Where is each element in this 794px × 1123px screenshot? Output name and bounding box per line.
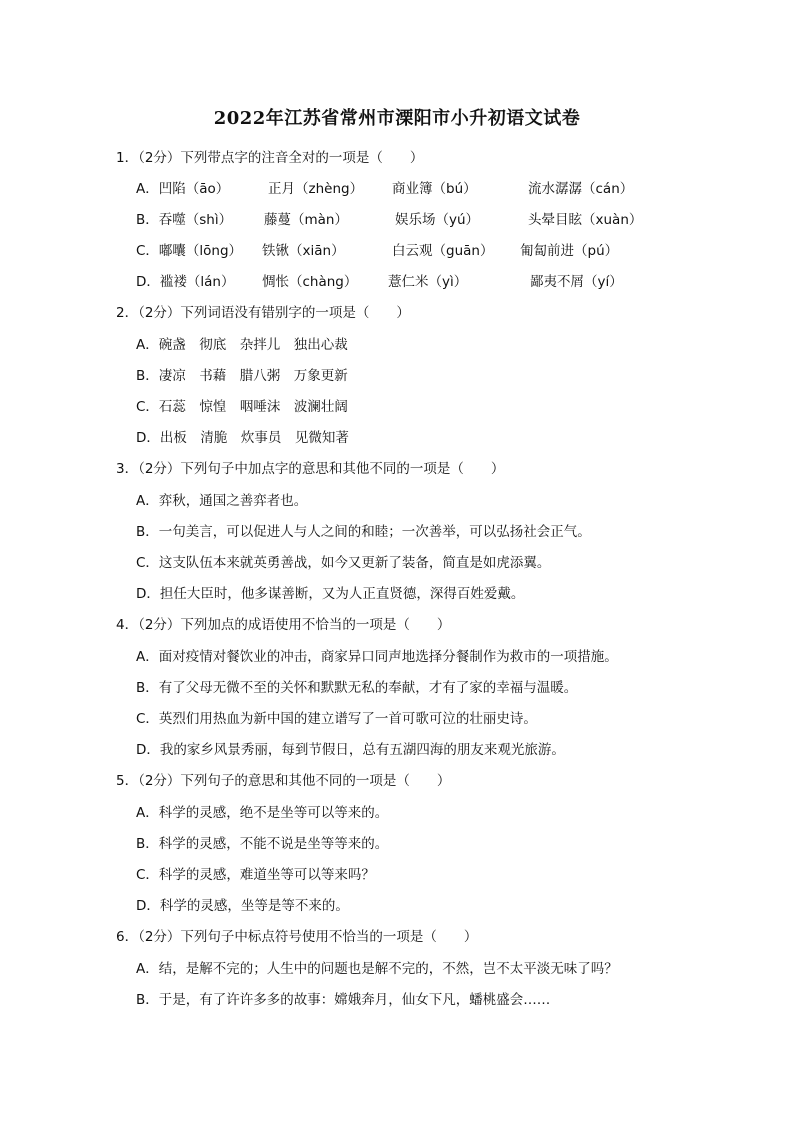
q1-option-a-col2: 正月（zhèng）: [268, 181, 364, 197]
q2-option-c: C．石蕊 惊惶 咽唾沫 波澜壮阔: [136, 399, 348, 415]
question-5-stem: 5．（2分）下列句子的意思和其他不同的一项是（ ）: [116, 773, 451, 789]
q1-option-c-col4: 匍匐前进（pú）: [520, 243, 619, 259]
q1-option-c-col1: C．嘟囔（lōng）: [136, 243, 243, 259]
question-3-stem: 3．（2分）下列句子中加点字的意思和其他不同的一项是（ ）: [116, 461, 505, 477]
q5-option-c: C．科学的灵感，难道坐等可以等来吗？: [136, 867, 375, 883]
q1-option-d-col4: 鄙夷不屑（yí）: [530, 274, 623, 290]
q3-option-d: D．担任大臣时，他多谋善断，又为人正直贤德，深得百姓爱戴。: [136, 586, 525, 602]
question-4-stem: 4．（2分）下列加点的成语使用不恰当的一项是（ ）: [116, 617, 451, 633]
question-2-stem: 2．（2分）下列词语没有错别字的一项是（ ）: [116, 305, 410, 321]
q5-option-a: A．科学的灵感，绝不是坐等可以等来的。: [136, 805, 389, 821]
q1-option-d-col3: 薏仁米（yì）: [388, 274, 468, 290]
q2-option-a: A．碗盏 彻底 杂拌儿 独出心裁: [136, 337, 348, 353]
q3-option-c: C．这支队伍本来就英勇善战，如今又更新了装备，简直是如虎添翼。: [136, 555, 551, 571]
q2-option-b: B．凄凉 书藉 腊八粥 万象更新: [136, 368, 348, 384]
q1-option-a-col3: 商业簿（bú）: [392, 181, 477, 197]
q4-option-a: A．面对疫情对餐饮业的冲击，商家异口同声地选择分餐制作为救市的一项措施。: [136, 649, 618, 665]
question-6-stem: 6．（2分）下列句子中标点符号使用不恰当的一项是（ ）: [116, 929, 478, 945]
q4-option-b: B．有了父母无微不至的关怀和默默无私的奉献，才有了家的幸福与温暖。: [136, 680, 578, 696]
q1-option-b-col4: 头晕目眩（xuàn）: [528, 212, 643, 228]
question-1-stem: 1．（2分）下列带点字的注音全对的一项是（ ）: [116, 150, 424, 166]
q1-option-a-col1: A．凹陷（āo）: [136, 181, 230, 197]
q1-option-b-col3: 娱乐场（yú）: [395, 212, 480, 228]
q4-option-c: C．英烈们用热血为新中国的建立谱写了一首可歌可泣的壮丽史诗。: [136, 711, 537, 727]
q1-option-b-col2: 藤蔓（màn）: [264, 212, 348, 228]
q6-option-b: B．于是，有了许许多多的故事：嫦娥奔月，仙女下凡，蟠桃盛会……: [136, 992, 551, 1008]
q1-option-b-col1: B．吞噬（shì）: [136, 212, 233, 228]
q1-option-a-col4: 流水潺潺（cán）: [528, 181, 634, 197]
q4-option-d: D．我的家乡风景秀丽，每到节假日，总有五湖四海的朋友来观光旅游。: [136, 742, 565, 758]
q1-option-d-col2: 惆怅（chàng）: [262, 274, 358, 290]
q6-option-a: A．结，是解不完的；人生中的问题也是解不完的，不然，岂不太平淡无味了吗？: [136, 961, 618, 977]
q3-option-b: B．一句美言，可以促进人与人之间的和睦；一次善举，可以弘扬社会正气。: [136, 524, 591, 540]
q1-option-d-col1: D．褴褛（lán）: [136, 274, 235, 290]
q1-option-c-col3: 白云观（guān）: [392, 243, 494, 259]
q2-option-d: D．出板 清脆 炊事员 见微知著: [136, 430, 349, 446]
q5-option-b: B．科学的灵感，不能不说是坐等等来的。: [136, 836, 389, 852]
q1-option-c-col2: 铁锹（xiān）: [262, 243, 345, 259]
q5-option-d: D．科学的灵感，坐等是等不来的。: [136, 898, 349, 914]
exam-title: 2022年江苏省常州市溧阳市小升初语文试卷: [213, 108, 581, 129]
q3-option-a: A．弈秋，通国之善弈者也。: [136, 493, 308, 509]
